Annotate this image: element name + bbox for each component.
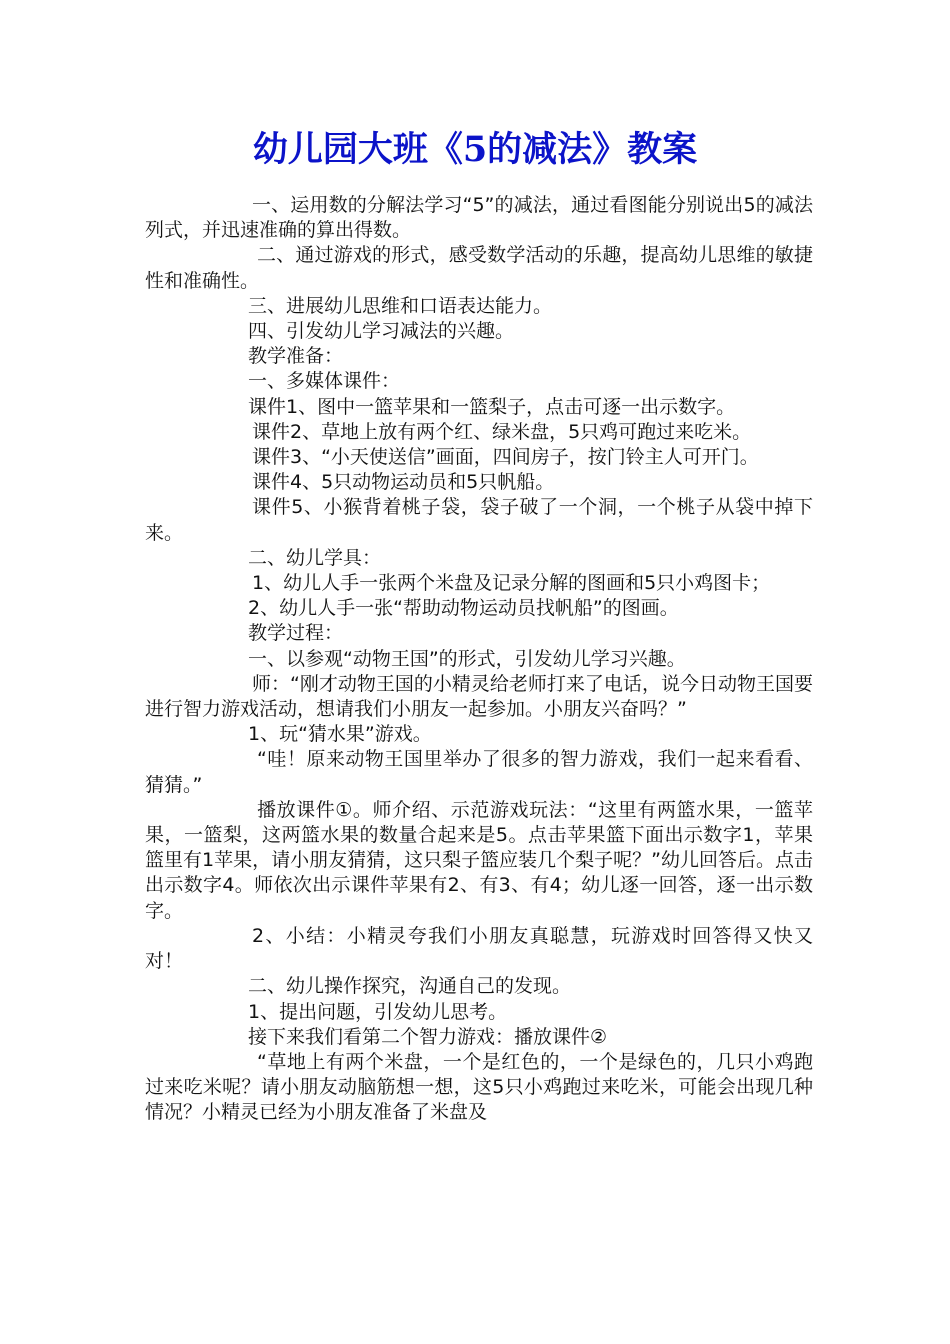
paragraph: 二、幼儿操作探究，沟通自己的发现。 (248, 975, 572, 998)
paragraph: 一、运用数的分解法学习“5”的减法，通过看图能分别说出5的减法列式，并迅速准确的算出得数。 (145, 194, 813, 242)
paragraph: 接下来我们看第二个智力游戏：播放课件② (248, 1025, 608, 1048)
paragraph: “哇！原来动物王国里举办了很多的智力游戏，我们一起来看看、猜猜。” (145, 748, 813, 796)
paragraph: 二、幼儿学具： (248, 546, 382, 569)
paragraph: 课件5、小猴背着桃子袋，袋子破了一个洞，一个桃子从袋中掉下来。 (145, 496, 813, 544)
paragraph: 课件3、“小天使送信”画面，四间房子，按门铃主人可开门。 (252, 446, 759, 469)
section-heading: 教学过程： (248, 622, 344, 645)
paragraph: 一、多媒体课件： (248, 370, 401, 393)
paragraph: 课件2、草地上放有两个红、绿米盘，5只鸡可跑过来吃米。 (252, 420, 752, 443)
paragraph: 课件4、5只动物运动员和5只帆船。 (252, 471, 555, 494)
paragraph: 三、进展幼儿思维和口语表达能力。 (248, 294, 553, 317)
paragraph: 1、玩“猜水果”游戏。 (248, 723, 432, 746)
document-body (145, 193, 813, 1126)
paragraph: 播放课件①。师介绍、示范游戏玩法：“这里有两篮水果，一篮苹果，一篮梨，这两篮水果的数量合起来是5。点击苹果篮下面出示数字1，苹果篮里有1苹果，请小朋友猜猜，这只梨子篮应装几个梨子呢？”幼儿回答后。点击出示数字4。师依次出示课件苹果有2、有3、有4；幼儿逐一回答，逐一出示数字。 (145, 798, 813, 922)
paragraph: 二、通过游戏的形式，感受数学活动的乐趣，提高幼儿思维的敏捷性和准确性。 (145, 244, 813, 292)
paragraph: 四、引发幼儿学习减法的兴趣。 (248, 320, 515, 343)
section-heading: 教学准备： (248, 345, 344, 368)
paragraph: 1、幼儿人手一张两个米盘及记录分解的图画和5只小鸡图卡； (252, 572, 771, 595)
document-title: 幼儿园大班《5的减法》教案 (252, 129, 698, 170)
paragraph: 师：“刚才动物王国的小精灵给老师打来了电话，说今日动物王国要进行智力游戏活动，想请我们小朋友一起参加。小朋友兴奋吗？” (145, 672, 813, 721)
paragraph: “草地上有两个米盘，一个是红色的，一个是绿色的，几只小鸡跑过来吃米呢？请小朋友动脑筋想一想，这5只小鸡跑过来吃米，可能会出现几种情况？小精灵已经为小朋友准备了米盘及 (145, 1050, 813, 1124)
paragraph: 一、以参观“动物王国”的形式，引发幼儿学习兴趣。 (248, 647, 686, 670)
paragraph: 课件1、图中一篮苹果和一篮梨子，点击可逐一出示数字。 (248, 395, 736, 418)
paragraph: 1、提出问题，引发幼儿思考。 (248, 1000, 508, 1023)
paragraph: 2、幼儿人手一张“帮助动物运动员找帆船”的图画。 (248, 597, 679, 620)
paragraph: 2、小结：小精灵夸我们小朋友真聪慧，玩游戏时回答得又快又对！ (145, 924, 813, 973)
